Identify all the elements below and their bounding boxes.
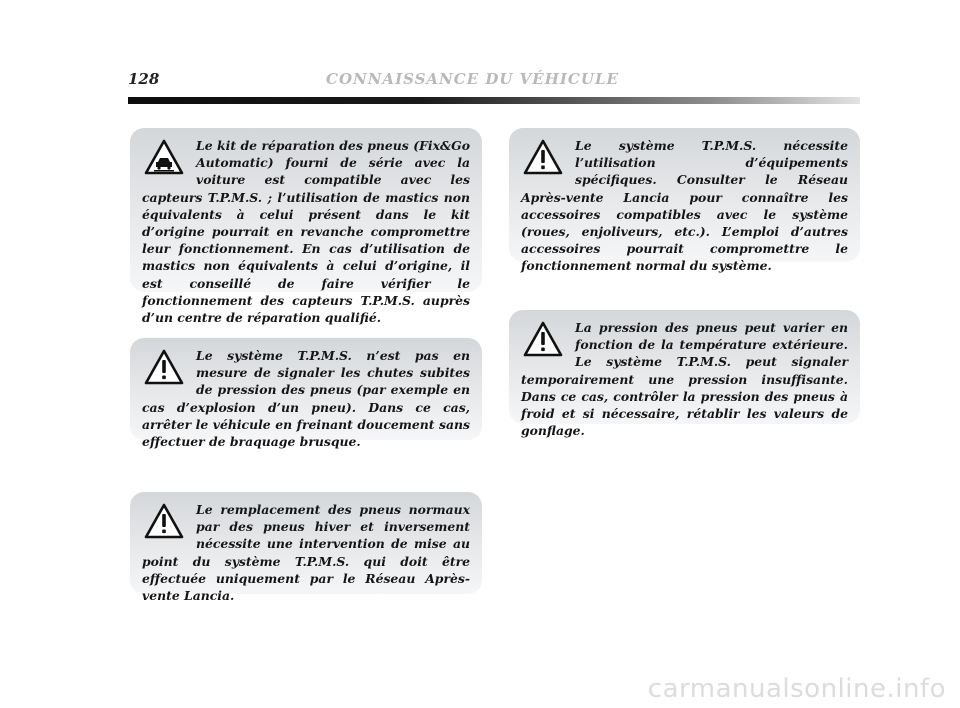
warning-text: Le système T.P.M.S. nécessite l’utilisation d’équipements spécifiques. Consulter le Réseau Après-vente Lancia pour connaître les accessoires compatibles avec le système (roues, enjoliveurs, etc.). L’emploi d’autres accessoires pourrait compromettre le fonctionnement normal du système. — [521, 138, 848, 274]
warning-text: Le remplacement des pneus normaux par des pneus hiver et inversement nécessite une intervention de mise au point du système T.P.M.S. qui doit être effectuée uniquement par le Réseau Après-vente Lancia. — [142, 502, 470, 604]
warning-triangle-icon — [523, 321, 563, 357]
warning-triangle-icon — [144, 503, 184, 539]
header-rule — [128, 97, 860, 104]
warning-triangle-icon — [523, 139, 563, 175]
section-title: CONNAISSANCE DU VÉHICULE — [326, 70, 619, 88]
warning-triangle-icon — [144, 349, 184, 385]
watermark: carmanualsonline.info — [647, 674, 946, 704]
warning-text: Le kit de réparation des pneus (Fix&Go Automatic) fourni de série avec la voiture est compatible avec les capteurs T.P.M.S. ; l’utilisation de mastics non équivalents à celui présent dans le kit d’origine pourrait en revanche compromettre leur fonctionnement. En cas d’utilisation de mastics non équivalents à celui d’origine, il est conseillé de faire vérifier le fonctionnement des capteurs T.P.M.S. auprès d’un centre de réparation qualifié. — [142, 138, 470, 326]
warning-box-temperature — [509, 310, 860, 439]
page-number: 128 — [128, 70, 160, 88]
warning-box-winter-tyres — [130, 492, 482, 604]
warning-box-repair-kit — [130, 128, 482, 326]
page-header — [128, 70, 858, 90]
warning-box-equipment — [509, 128, 860, 274]
car-on-lift-warning-icon — [144, 139, 184, 175]
warning-box-sudden-pressure — [130, 338, 482, 450]
warning-text: La pression des pneus peut varier en fonction de la température extérieure. Le système T.P.M.S. peut signaler temporairement une pression insuffisante. Dans ce cas, contrôler la pression des pneus à froid et si nécessaire, rétablir les valeurs de gonflage. — [521, 320, 848, 439]
warning-text: Le système T.P.M.S. n’est pas en mesure de signaler les chutes subites de pression des pneus (par exemple en cas d’explosion d’un pneu). Dans ce cas, arrêter le véhicule en freinant doucement sans effectuer de braquage brusque. — [142, 348, 470, 450]
